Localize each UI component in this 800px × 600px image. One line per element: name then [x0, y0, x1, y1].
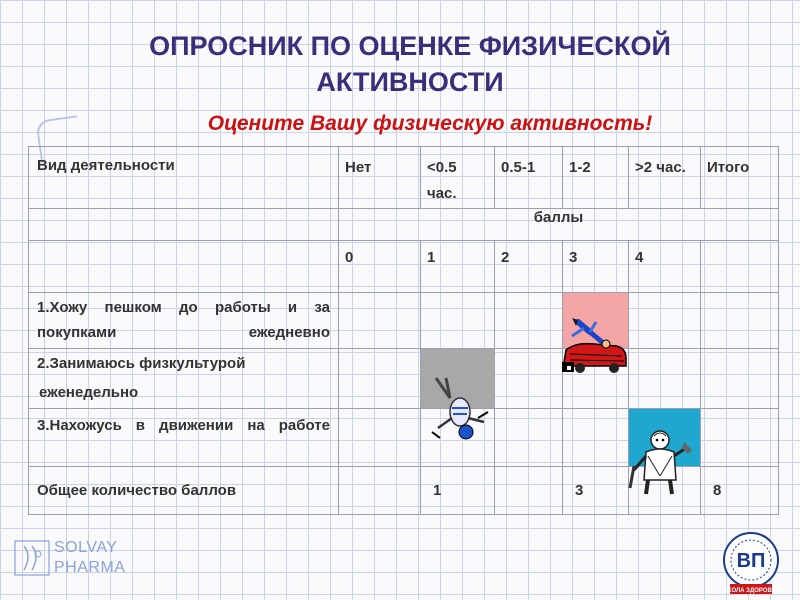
cell — [495, 409, 563, 467]
empty-cell — [29, 209, 339, 241]
total-lt-05: 1 — [421, 467, 495, 515]
points-label-row — [29, 209, 779, 241]
table-row — [29, 293, 779, 349]
school-of-health-badge-icon — [716, 528, 786, 596]
company-name — [54, 538, 125, 578]
empty-cell — [701, 241, 779, 293]
total-itogo: 8 — [701, 467, 779, 515]
points-1: 1 — [421, 241, 495, 293]
activity-exercise-line2: еженедельно — [39, 384, 139, 401]
points-label: баллы — [339, 209, 779, 241]
cell — [339, 467, 421, 515]
cell — [495, 467, 563, 515]
solvay-logo-icon — [14, 540, 50, 578]
cell — [629, 349, 701, 409]
tumbling-athlete-icon — [426, 372, 492, 442]
company-line1: SOLVAY — [54, 539, 118, 556]
cell — [701, 293, 779, 349]
table-header-row — [29, 147, 779, 209]
cell — [339, 409, 421, 467]
cell — [701, 349, 779, 409]
cell — [339, 293, 421, 349]
total-1-2: 3 — [563, 467, 629, 515]
page-subtitle: Оцените Вашу физическую активность! — [207, 112, 653, 135]
activity-work-movement-label — [29, 409, 339, 467]
points-0: 0 — [339, 241, 421, 293]
cell — [495, 349, 563, 409]
page-title: ОПРОСНИК ПО ОЦЕНКЕ ФИЗИЧЕСКОЙ АКТИВНОСТИ — [149, 31, 671, 97]
cell — [701, 409, 779, 467]
badge-letters: ВП — [736, 550, 766, 572]
points-3: 3 — [563, 241, 629, 293]
table-row — [29, 349, 779, 409]
badge-bottom-text: ШКОЛА ЗДОРОВЬЯ — [721, 588, 781, 594]
points-4: 4 — [629, 241, 701, 293]
cell — [563, 409, 629, 467]
header-total: Итого — [701, 147, 779, 209]
company-line2: PHARMA — [54, 559, 126, 576]
worker-with-wrench-icon — [626, 426, 702, 498]
activity-work-movement-text: 3.Нахожусь в движении на работе — [37, 417, 330, 434]
header-none: Нет — [339, 147, 421, 209]
points-2: 2 — [495, 241, 563, 293]
header-activity-type: Вид деятельности — [29, 147, 339, 209]
header-1-2: 1-2 — [563, 147, 629, 209]
cell — [629, 293, 701, 349]
total-label: Общее количество баллов — [29, 467, 339, 515]
cell — [421, 293, 495, 349]
header-lt-05: <0.5 час. — [421, 147, 495, 209]
cell — [495, 293, 563, 349]
activity-exercise-label — [29, 349, 339, 409]
activity-walking-text: 1.Хожу пешком до работы и за покупками ежедневно — [37, 299, 330, 341]
empty-cell — [29, 241, 339, 293]
points-values-row — [29, 241, 779, 293]
falling-man-car-icon — [556, 314, 632, 376]
activity-exercise-line1: 2.Занимаюсь физкультурой — [37, 355, 246, 372]
activity-walking-label — [29, 293, 339, 349]
header-gt-2: >2 час. — [629, 147, 701, 209]
header-05-1: 0.5-1 — [495, 147, 563, 209]
cell — [339, 349, 421, 409]
